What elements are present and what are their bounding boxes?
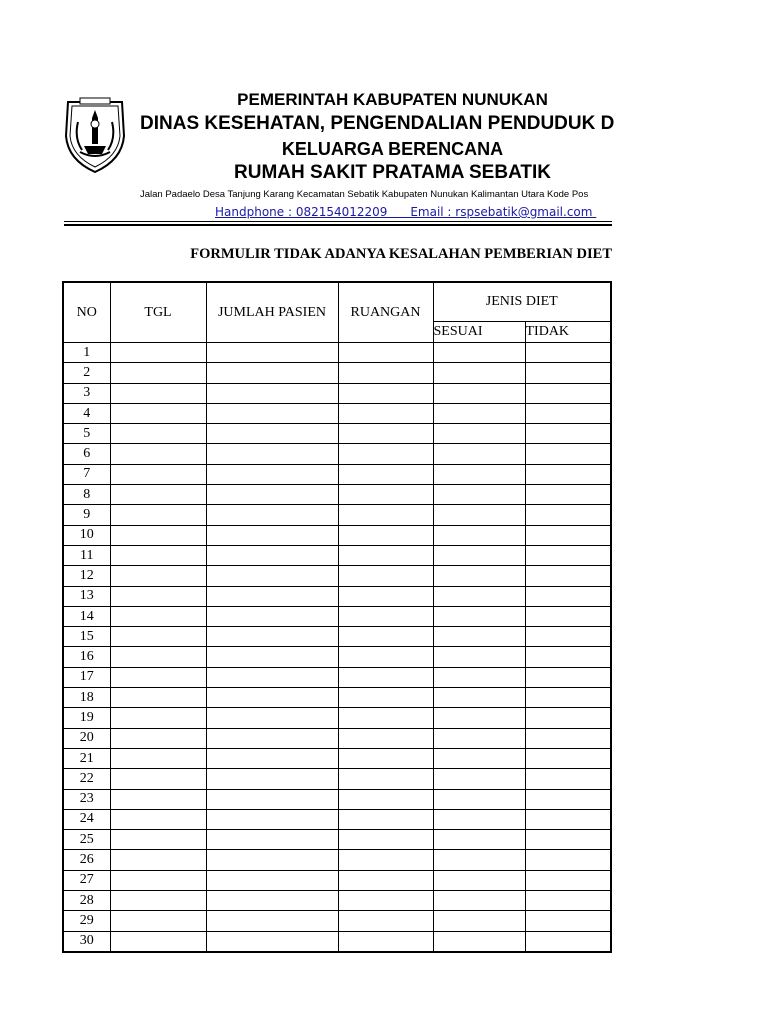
cell-jumlah-pasien[interactable] [206,424,338,444]
cell-tgl[interactable] [110,485,206,505]
cell-jumlah-pasien[interactable] [206,688,338,708]
cell-sesuai[interactable] [433,647,525,667]
cell-sesuai[interactable] [433,830,525,850]
cell-sesuai[interactable] [433,809,525,829]
cell-tidak[interactable] [525,748,611,768]
cell-tidak[interactable] [525,403,611,423]
cell-tidak[interactable] [525,606,611,626]
cell-no: 13 [63,586,110,606]
cell-tgl[interactable] [110,627,206,647]
cell-jumlah-pasien[interactable] [206,383,338,403]
table-row [63,708,611,728]
cell-tgl[interactable] [110,830,206,850]
cell-jumlah-pasien[interactable] [206,769,338,789]
cell-tidak[interactable] [525,809,611,829]
cell-tgl[interactable] [110,647,206,667]
cell-tgl[interactable] [110,525,206,545]
cell-tidak[interactable] [525,647,611,667]
cell-jumlah-pasien[interactable] [206,809,338,829]
cell-tidak[interactable] [525,769,611,789]
cell-tgl[interactable] [110,728,206,748]
table-row [63,606,611,626]
cell-no: 27 [63,870,110,890]
cell-tidak[interactable] [525,708,611,728]
cell-ruangan[interactable] [338,789,433,809]
cell-tgl[interactable] [110,586,206,606]
cell-sesuai[interactable] [433,870,525,890]
table-row [63,748,611,768]
cell-no: 8 [63,485,110,505]
cell-tidak[interactable] [525,566,611,586]
header-hospital-name: RUMAH SAKIT PRATAMA SEBATIK [234,162,551,183]
cell-sesuai[interactable] [433,424,525,444]
cell-jumlah-pasien[interactable] [206,363,338,383]
cell-jumlah-pasien[interactable] [206,870,338,890]
header-divider-thick [64,224,612,226]
cell-tgl[interactable] [110,464,206,484]
cell-no: 4 [63,403,110,423]
cell-tidak[interactable] [525,464,611,484]
cell-tgl[interactable] [110,688,206,708]
cell-sesuai[interactable] [433,383,525,403]
cell-tgl[interactable] [110,343,206,363]
cell-sesuai[interactable] [433,586,525,606]
cell-no: 18 [63,688,110,708]
diet-error-table [62,281,612,953]
table-row [63,688,611,708]
cell-jumlah-pasien[interactable] [206,627,338,647]
regency-coat-of-arms-icon [62,94,128,174]
cell-jumlah-pasien[interactable] [206,850,338,870]
cell-ruangan[interactable] [338,566,433,586]
cell-tgl[interactable] [110,708,206,728]
cell-ruangan[interactable] [338,444,433,464]
cell-tgl[interactable] [110,891,206,911]
table-row [63,891,611,911]
cell-ruangan[interactable] [338,870,433,890]
cell-sesuai[interactable] [433,606,525,626]
cell-jumlah-pasien[interactable] [206,911,338,931]
cell-tidak[interactable] [525,424,611,444]
cell-tidak[interactable] [525,363,611,383]
cell-tgl[interactable] [110,424,206,444]
cell-sesuai[interactable] [433,688,525,708]
table-row [63,525,611,545]
cell-sesuai[interactable] [433,464,525,484]
table-row [63,464,611,484]
table-row [63,363,611,383]
cell-sesuai[interactable] [433,444,525,464]
form-title: FORMULIR TIDAK ADANYA KESALAHAN PEMBERIAN DIET [190,246,612,262]
cell-no: 26 [63,850,110,870]
table-row [63,809,611,829]
cell-no: 11 [63,545,110,565]
cell-ruangan[interactable] [338,586,433,606]
cell-sesuai[interactable] [433,748,525,768]
cell-ruangan[interactable] [338,464,433,484]
cell-sesuai[interactable] [433,566,525,586]
cell-tgl[interactable] [110,769,206,789]
cell-tidak[interactable] [525,789,611,809]
cell-tgl[interactable] [110,566,206,586]
cell-no: 21 [63,748,110,768]
cell-ruangan[interactable] [338,728,433,748]
cell-no: 19 [63,708,110,728]
cell-sesuai[interactable] [433,343,525,363]
cell-no: 12 [63,566,110,586]
cell-tidak[interactable] [525,830,611,850]
table-row [63,424,611,444]
cell-no: 23 [63,789,110,809]
header-divider-thin [64,221,612,222]
table-row [63,789,611,809]
cell-jumlah-pasien[interactable] [206,748,338,768]
cell-tidak[interactable] [525,444,611,464]
table-row [63,545,611,565]
cell-tidak[interactable] [525,545,611,565]
cell-no: 17 [63,667,110,687]
cell-sesuai[interactable] [433,931,525,952]
table-row [63,586,611,606]
cell-jumlah-pasien[interactable] [206,444,338,464]
cell-no: 20 [63,728,110,748]
cell-tgl[interactable] [110,383,206,403]
cell-sesuai[interactable] [433,403,525,423]
cell-tidak[interactable] [525,485,611,505]
cell-jumlah-pasien[interactable] [206,403,338,423]
table-row [63,444,611,464]
cell-no: 7 [63,464,110,484]
cell-no: 22 [63,769,110,789]
cell-sesuai[interactable] [433,769,525,789]
cell-tidak[interactable] [525,870,611,890]
table-row [63,931,611,952]
cell-no: 25 [63,830,110,850]
cell-tgl[interactable] [110,748,206,768]
cell-ruangan[interactable] [338,363,433,383]
cell-jumlah-pasien[interactable] [206,728,338,748]
cell-ruangan[interactable] [338,485,433,505]
cell-tgl[interactable] [110,606,206,626]
cell-jumlah-pasien[interactable] [206,566,338,586]
cell-tidak[interactable] [525,505,611,525]
cell-ruangan[interactable] [338,403,433,423]
cell-sesuai[interactable] [433,485,525,505]
cell-no: 14 [63,606,110,626]
cell-tidak[interactable] [525,667,611,687]
cell-no: 15 [63,627,110,647]
header-address: Jalan Padaelo Desa Tanjung Karang Kecamatan Sebatik Kabupaten Nunukan Kalimantan Utara Kode Pos [140,189,589,200]
cell-tgl[interactable] [110,667,206,687]
cell-sesuai[interactable] [433,667,525,687]
cell-ruangan[interactable] [338,606,433,626]
cell-jumlah-pasien[interactable] [206,505,338,525]
cell-sesuai[interactable] [433,891,525,911]
cell-no: 2 [63,363,110,383]
cell-jumlah-pasien[interactable] [206,545,338,565]
cell-tidak[interactable] [525,891,611,911]
cell-ruangan[interactable] [338,911,433,931]
col-header-jumlah-pasien: JUMLAH PASIEN [206,282,338,343]
cell-ruangan[interactable] [338,525,433,545]
cell-tgl[interactable] [110,363,206,383]
cell-tidak[interactable] [525,911,611,931]
table-row [63,627,611,647]
cell-tidak[interactable] [525,383,611,403]
table-row [63,769,611,789]
cell-ruangan[interactable] [338,830,433,850]
cell-tidak[interactable] [525,728,611,748]
col-header-no: NO [63,282,110,343]
cell-ruangan[interactable] [338,627,433,647]
table-row [63,383,611,403]
cell-tidak[interactable] [525,931,611,952]
cell-tgl[interactable] [110,545,206,565]
cell-ruangan[interactable] [338,748,433,768]
cell-jumlah-pasien[interactable] [206,667,338,687]
cell-no: 24 [63,809,110,829]
header-contact-link[interactable]: Handphone : 082154012209 Email : rspsebatik@gmail.com [215,205,597,219]
cell-sesuai[interactable] [433,911,525,931]
col-header-ruangan: RUANGAN [338,282,433,343]
table-row [63,911,611,931]
cell-ruangan[interactable] [338,667,433,687]
col-header-tidak: TIDAK [525,322,611,343]
cell-sesuai[interactable] [433,789,525,809]
cell-ruangan[interactable] [338,545,433,565]
table-row [63,343,611,363]
cell-no: 6 [63,444,110,464]
cell-jumlah-pasien[interactable] [206,485,338,505]
table-row [63,485,611,505]
cell-jumlah-pasien[interactable] [206,708,338,728]
cell-jumlah-pasien[interactable] [206,464,338,484]
cell-no: 28 [63,891,110,911]
col-header-sesuai: SESUAI [433,322,525,343]
table-row [63,505,611,525]
cell-no: 5 [63,424,110,444]
cell-sesuai[interactable] [433,363,525,383]
cell-jumlah-pasien[interactable] [206,525,338,545]
cell-ruangan[interactable] [338,647,433,667]
table-row [63,830,611,850]
col-header-jenis-diet: JENIS DIET [433,282,611,322]
table-row [63,728,611,748]
cell-sesuai[interactable] [433,708,525,728]
cell-tidak[interactable] [525,627,611,647]
header-department: DINAS KESEHATAN, PENGENDALIAN PENDUDUK D [140,113,615,134]
cell-tgl[interactable] [110,911,206,931]
cell-tidak[interactable] [525,850,611,870]
header-government: PEMERINTAH KABUPATEN NUNUKAN [237,90,548,109]
cell-tidak[interactable] [525,343,611,363]
cell-no: 1 [63,343,110,363]
cell-ruangan[interactable] [338,505,433,525]
cell-tgl[interactable] [110,850,206,870]
cell-jumlah-pasien[interactable] [206,891,338,911]
cell-tgl[interactable] [110,870,206,890]
cell-no: 16 [63,647,110,667]
cell-sesuai[interactable] [433,545,525,565]
cell-ruangan[interactable] [338,343,433,363]
cell-tidak[interactable] [525,586,611,606]
cell-sesuai[interactable] [433,728,525,748]
cell-no: 3 [63,383,110,403]
cell-tidak[interactable] [525,688,611,708]
cell-no: 29 [63,911,110,931]
cell-tgl[interactable] [110,809,206,829]
cell-jumlah-pasien[interactable] [206,343,338,363]
table-row [63,850,611,870]
cell-jumlah-pasien[interactable] [206,789,338,809]
cell-ruangan[interactable] [338,424,433,444]
cell-ruangan[interactable] [338,931,433,952]
cell-no: 30 [63,931,110,952]
cell-jumlah-pasien[interactable] [206,647,338,667]
cell-sesuai[interactable] [433,525,525,545]
cell-tgl[interactable] [110,444,206,464]
cell-jumlah-pasien[interactable] [206,931,338,952]
table-row [63,667,611,687]
cell-jumlah-pasien[interactable] [206,586,338,606]
cell-ruangan[interactable] [338,850,433,870]
table-row [63,403,611,423]
cell-jumlah-pasien[interactable] [206,830,338,850]
cell-no: 9 [63,505,110,525]
cell-ruangan[interactable] [338,708,433,728]
cell-no: 10 [63,525,110,545]
table-row [63,647,611,667]
cell-ruangan[interactable] [338,769,433,789]
cell-tgl[interactable] [110,931,206,952]
cell-ruangan[interactable] [338,891,433,911]
cell-sesuai[interactable] [433,627,525,647]
cell-jumlah-pasien[interactable] [206,606,338,626]
cell-tidak[interactable] [525,525,611,545]
cell-ruangan[interactable] [338,383,433,403]
table-row [63,566,611,586]
table-row [63,870,611,890]
cell-ruangan[interactable] [338,688,433,708]
col-header-tgl: TGL [110,282,206,343]
cell-tgl[interactable] [110,789,206,809]
header-department-cont: KELUARGA BERENCANA [281,139,504,159]
cell-ruangan[interactable] [338,809,433,829]
cell-sesuai[interactable] [433,850,525,870]
cell-tgl[interactable] [110,505,206,525]
cell-sesuai[interactable] [433,505,525,525]
cell-tgl[interactable] [110,403,206,423]
